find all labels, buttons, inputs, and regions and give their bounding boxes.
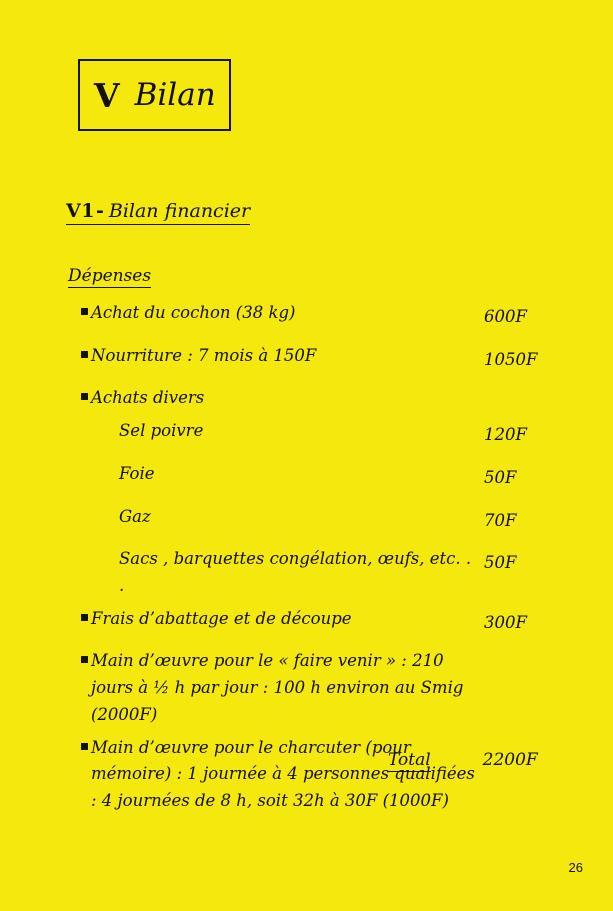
section-heading: [66, 200, 250, 225]
square-bullet-icon: [81, 656, 88, 663]
expense-row: [68, 418, 558, 455]
expense-label: Main d’œuvre pour le « faire venir » : 210 jours à ½ h par jour : 100 h environ au Smig (2000F): [91, 651, 464, 724]
expense-label: Achat du cochon (38 kg): [91, 303, 296, 322]
chapter-title: Bilan: [134, 76, 216, 113]
expense-label: Sacs , barquettes congélation, œufs, etc. . .: [119, 549, 472, 596]
expense-label: Gaz: [119, 506, 151, 526]
expense-label: Foie: [119, 463, 155, 483]
expense-amount: 50F: [484, 467, 517, 487]
expense-row: [68, 648, 558, 728]
bullet-column: [68, 300, 91, 315]
expense-amount: 300F: [484, 612, 527, 632]
expense-row: [68, 606, 558, 643]
expense-row: [68, 546, 558, 599]
total-label: Total: [388, 750, 431, 770]
subsection-title: Dépenses: [68, 266, 152, 286]
chapter-number: V: [94, 75, 121, 115]
expense-list: [68, 300, 558, 821]
bullet-column: [68, 504, 91, 519]
expense-row: [68, 735, 558, 815]
expense-amount: [484, 729, 558, 733]
expense-label: Sel poivre: [119, 421, 204, 441]
page-number: 26: [568, 860, 583, 875]
expense-amount: 50F: [484, 553, 517, 573]
square-bullet-icon: [81, 393, 88, 400]
chapter-title-box: [78, 59, 231, 131]
bullet-column: [68, 385, 91, 400]
square-bullet-icon: [81, 308, 88, 315]
expense-row: [68, 504, 558, 541]
bullet-column: [68, 343, 91, 358]
expense-label: Main d’œuvre pour le charcuter (pour mémoire) : 1 journée à 4 personnes qualifiées : 4 journées de 8 h, soit 32h à 30F (1000F): [91, 737, 475, 811]
expense-row: [68, 300, 558, 337]
total-amount: 2200F: [482, 750, 538, 770]
square-bullet-icon: [81, 351, 88, 358]
expense-amount: 1050F: [484, 349, 538, 369]
expense-label: Nourriture : 7 mois à 150F: [91, 345, 317, 365]
expense-row: [68, 385, 558, 412]
bullet-column: [68, 606, 91, 621]
section-dash: -: [95, 200, 104, 222]
chapter-title-inner: [80, 61, 229, 129]
expense-row: [68, 461, 558, 498]
expense-amount: 120F: [484, 425, 527, 445]
expense-amount: 600F: [484, 307, 527, 326]
section-number: V1: [66, 200, 95, 222]
bullet-column: [68, 546, 91, 561]
bullet-column: [68, 648, 91, 663]
expense-row: [68, 343, 558, 380]
square-bullet-icon: [81, 743, 88, 750]
expense-amount: 70F: [484, 510, 517, 530]
expense-amount: [484, 379, 558, 389]
expense-amount: [484, 642, 558, 646]
bullet-column: [68, 418, 91, 433]
bullet-column: [68, 735, 91, 750]
expense-label: Frais d’abattage et de découpe: [91, 608, 352, 628]
square-bullet-icon: [81, 614, 88, 621]
total-row: [68, 750, 558, 772]
bullet-column: [68, 461, 91, 476]
expense-label: Achats divers: [91, 388, 205, 408]
section-title: Bilan financier: [108, 200, 251, 222]
